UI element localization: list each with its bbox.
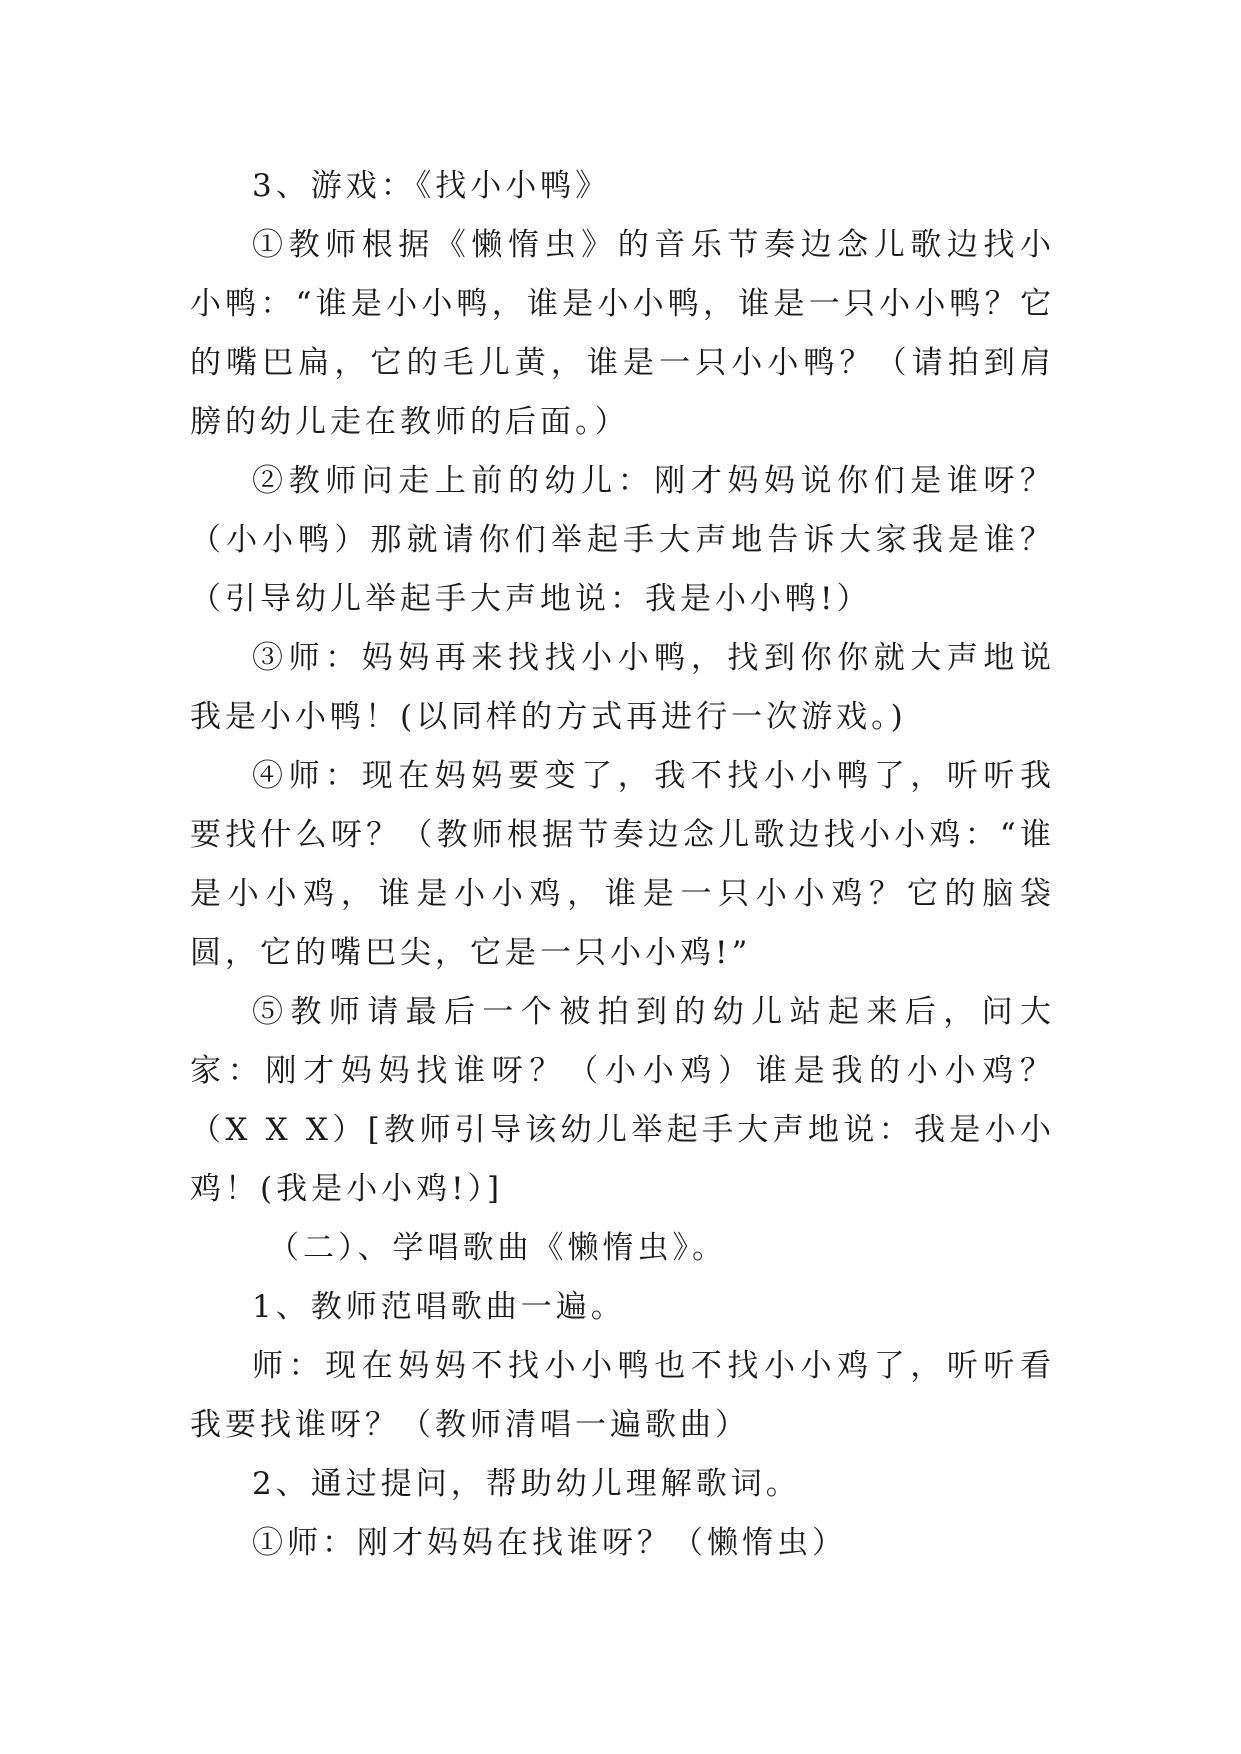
paragraph-step-2: ②教师问走上前的幼儿：刚才妈妈说你们是谁呀？（小小鸭）那就请你们举起手大声地告诉大家我是谁？（引导幼儿举起手大声地说：我是小小鸭!） (190, 463, 1055, 617)
paragraph-question-1: ①师：刚才妈妈在找谁呀？（懒惰虫） (252, 1525, 847, 1561)
paragraph-step-3: ③师：妈妈再来找找小小鸭，找到你你就大声地说我是小小鸭！(以同样的方式再进行一次游戏。) (190, 640, 1055, 735)
paragraph-step-1: ①教师根据《懒惰虫》的音乐节奏边念儿歌边找小小鸭：“谁是小小鸭，谁是小小鸭，谁是一只小小鸭？它的嘴巴扁，它的毛儿黄，谁是一只小小鸭？（请拍到肩膀的幼儿走在教师的后面。） (190, 227, 1055, 440)
paragraph-teacher-question: 师：现在妈妈不找小小鸭也不找小小鸡了，听听看我要找谁呀？（教师清唱一遍歌曲） (190, 1348, 1055, 1443)
document-body (190, 157, 1055, 1573)
paragraph-game-heading: 3、游戏：《找小小鸭》 (252, 168, 611, 204)
section-heading-learn-song: （二）、学唱歌曲《懒惰虫》。 (268, 1230, 727, 1266)
paragraph-demo-singing: 1、教师范唱歌曲一遍。 (252, 1289, 626, 1325)
paragraph-step-5: ⑤教师请最后一个被拍到的幼儿站起来后，问大家：刚才妈妈找谁呀？（小小鸡）谁是我的小小鸡？（X X X）[教师引导该幼儿举起手大声地说：我是小小鸡！(我是小小鸡!）] (190, 994, 1055, 1207)
paragraph-understand-lyrics: 2、通过提问，帮助幼儿理解歌词。 (252, 1466, 801, 1502)
paragraph-step-4: ④师：现在妈妈要变了，我不找小小鸭了，听听我要找什么呀？（教师根据节奏边念儿歌边找小小鸡：“谁是小小鸡，谁是小小鸡，谁是一只小小鸡？它的脑袋圆，它的嘴巴尖，它是一只小小鸡!” (190, 758, 1055, 971)
